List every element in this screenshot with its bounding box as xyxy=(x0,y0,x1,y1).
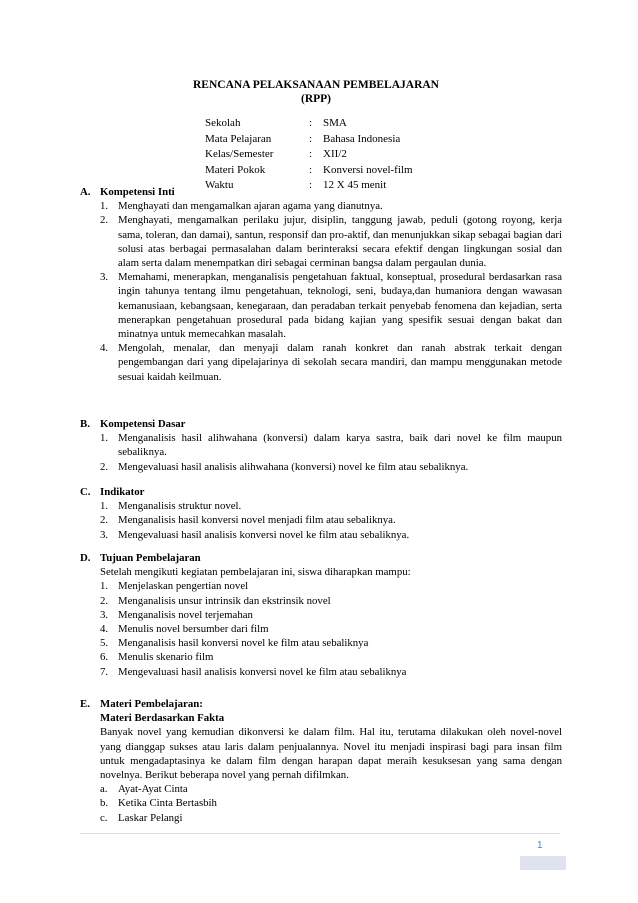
list-item xyxy=(80,608,562,622)
list-item xyxy=(80,431,562,459)
identity-key: Sekolah xyxy=(205,117,241,129)
list-text: Menganalisis struktur novel. xyxy=(118,500,242,513)
identity-row xyxy=(205,147,413,163)
list-number: 4. xyxy=(100,623,109,636)
identity-sep: : xyxy=(309,148,313,160)
list-item xyxy=(80,622,562,636)
identity-key: Mata Pelajaran xyxy=(205,132,272,145)
section-title: Tujuan Pembelajaran xyxy=(100,552,201,564)
list-text: Menganalisis unsur intrinsik dan ekstrinsik novel xyxy=(118,594,331,607)
section-heading xyxy=(80,417,562,431)
section-title: Materi Pembelajaran: xyxy=(100,698,203,710)
list-number: 7. xyxy=(100,665,109,678)
list-text: Ketika Cinta Bertasbih xyxy=(118,797,217,810)
list-number: 2. xyxy=(100,594,109,607)
list-text: Menulis skenario film xyxy=(118,651,214,664)
identity-sep: : xyxy=(309,163,313,176)
section-heading xyxy=(80,485,562,499)
footer-divider xyxy=(80,833,560,834)
identity-sep: : xyxy=(309,132,313,145)
identity-value: Bahasa Indonesia xyxy=(323,132,401,145)
list-item xyxy=(80,665,562,679)
section-letter: C. xyxy=(80,486,91,498)
list-text: Mengevaluasi hasil analisis alihwahana (konversi) novel ke film atau sebaliknya. xyxy=(118,460,469,473)
section-title: Kompetensi Inti xyxy=(100,186,175,198)
list-item xyxy=(80,796,562,810)
section-heading xyxy=(80,185,562,199)
list-text: Menulis novel bersumber dari film xyxy=(118,623,269,636)
section-letter: D. xyxy=(80,552,91,564)
list-text: Memahami, menerapkan, menganalisis pengetahuan faktual, konseptual, prosedural berdasarkan rasa ingin tahunya tentang ilmu pengetahuan, teknologi, seni, budaya,dan humaniora dengan wawasan kemanusiaan, kebangsaan, kenegaraan, dan peradaban terkait penyebab fenomena dan kejadian, serta menerapkan pengetahuan prosedural pada bidang kajian yang spesifik sesuai dengan bakat dan minatnya untuk memecahkan masalah. xyxy=(118,271,562,341)
list-number: 2. xyxy=(100,214,109,227)
list-number: 6. xyxy=(100,651,109,664)
list-text: Menganalisis hasil alihwahana (konversi) dalam karya sastra, baik dari novel ke film maupun sebaliknya. xyxy=(118,432,562,459)
section-indikator xyxy=(80,485,562,542)
list-item xyxy=(80,270,562,341)
section-kompetensi-dasar xyxy=(80,417,562,474)
list-item xyxy=(80,213,562,270)
list-text: Laskar Pelangi xyxy=(118,811,183,824)
identity-row xyxy=(205,132,413,148)
page-number: 1 xyxy=(537,840,543,851)
list-text: Menganalisis hasil konversi novel ke film atau sebaliknya xyxy=(118,637,369,650)
list-number: 1. xyxy=(100,200,109,213)
list-item xyxy=(80,594,562,608)
list-item xyxy=(80,499,562,513)
section-tujuan-pembelajaran xyxy=(80,551,562,679)
list-number: 2. xyxy=(100,460,109,473)
section-heading xyxy=(80,697,562,711)
list-number: 1. xyxy=(100,432,109,445)
section-title: Kompetensi Dasar xyxy=(100,418,186,430)
identity-value: 12 X 45 menit xyxy=(323,179,387,191)
list-text: Menganalisis hasil konversi novel menjadi film atau sebaliknya. xyxy=(118,514,396,527)
section-kompetensi-inti xyxy=(80,185,562,384)
list-number: a. xyxy=(100,783,108,796)
list-item xyxy=(80,636,562,650)
section-heading xyxy=(80,551,562,565)
identity-table xyxy=(205,116,413,194)
list-item xyxy=(80,513,562,527)
identity-sep: : xyxy=(309,117,313,129)
list-number: 3. xyxy=(100,608,109,621)
list-number: b. xyxy=(100,797,109,810)
list-item xyxy=(80,528,562,542)
section-materi-pembelajaran xyxy=(80,697,562,825)
list-item xyxy=(80,811,562,825)
identity-sep: : xyxy=(309,179,313,191)
list-number: c. xyxy=(100,811,108,824)
identity-key: Kelas/Semester xyxy=(205,148,274,160)
section-subtitle: Materi Berdasarkan Fakta xyxy=(100,712,225,725)
list-number: 3. xyxy=(100,271,109,284)
list-item xyxy=(80,579,562,593)
document-title: RENCANA PELAKSANAAN PEMBELAJARAN xyxy=(193,79,439,91)
list-text: Ayat-Ayat Cinta xyxy=(118,783,188,796)
list-number: 3. xyxy=(100,528,109,541)
list-number: 5. xyxy=(100,637,109,650)
document-subtitle: (RPP) xyxy=(300,93,331,105)
list-text: Menjelaskan pengertian novel xyxy=(118,580,249,593)
list-number: 1. xyxy=(100,500,109,513)
list-item xyxy=(80,199,562,213)
list-text: Mengevaluasi hasil analisis konversi novel ke film atau sebaliknya xyxy=(118,665,407,678)
list-item xyxy=(80,460,562,474)
identity-value: Konversi novel-film xyxy=(323,163,413,176)
list-item xyxy=(80,650,562,664)
list-text: Mengevaluasi hasil analisis konversi novel ke film atau sebaliknya. xyxy=(118,528,410,541)
identity-row xyxy=(205,116,413,132)
section-intro: Setelah mengikuti kegiatan pembelajaran ini, siswa diharapkan mampu: xyxy=(100,566,411,579)
footer-decoration xyxy=(520,856,566,870)
identity-value: XII/2 xyxy=(323,148,347,160)
list-number: 1. xyxy=(100,580,109,593)
list-number: 2. xyxy=(100,514,109,527)
section-title: Indikator xyxy=(100,486,145,498)
identity-value: SMA xyxy=(323,117,347,129)
identity-row xyxy=(205,163,413,179)
identity-key: Waktu xyxy=(205,179,234,191)
section-letter: E. xyxy=(80,698,90,710)
list-text: Menganalisis novel terjemahan xyxy=(118,608,253,621)
list-text: Menghayati dan mengamalkan ajaran agama yang dianutnya. xyxy=(118,200,383,213)
section-letter: A. xyxy=(80,186,91,198)
section-paragraph: Banyak novel yang kemudian dikonversi ke dalam film. Hal itu, terutama dilakukan oleh novel-novel yang dianggap sukses atau laris dalam penjualannya. Novel itu menjadi inspirasi bagi para insan film untuk mengadaptasinya ke dalam film dengan harapan dapat meraih kesuksesan yang sama dengan novelnya. Berikut beberapa novel yang pernah difilmkan. xyxy=(100,726,562,782)
list-item xyxy=(80,782,562,796)
list-number: 4. xyxy=(100,342,109,355)
list-item xyxy=(80,341,562,384)
list-text: Menghayati, mengamalkan perilaku jujur, disiplin, tanggung jawab, peduli (gotong royong, kerja sama, toleran, dan damai), santun, responsif dan pro-aktif, dan menunjukkan sikap sebagai bagian dari solusi atas berbagai permasalahan dalam berinteraksi secara efektif dengan lingkungan sosial dan alam serta dalam menempatkan diri sebagai cerminan bangsa dalam pergaulan dunia. xyxy=(118,214,562,270)
identity-key: Materi Pokok xyxy=(205,163,266,176)
section-letter: B. xyxy=(80,418,90,430)
list-text: Mengolah, menalar, dan menyaji dalam ranah konkret dan ranah abstrak terkait dengan pengembangan dari yang dipelajarinya di sekolah secara mandiri, dan mampu menggunakan metode sesuai kaidah keilmuan. xyxy=(118,342,562,383)
